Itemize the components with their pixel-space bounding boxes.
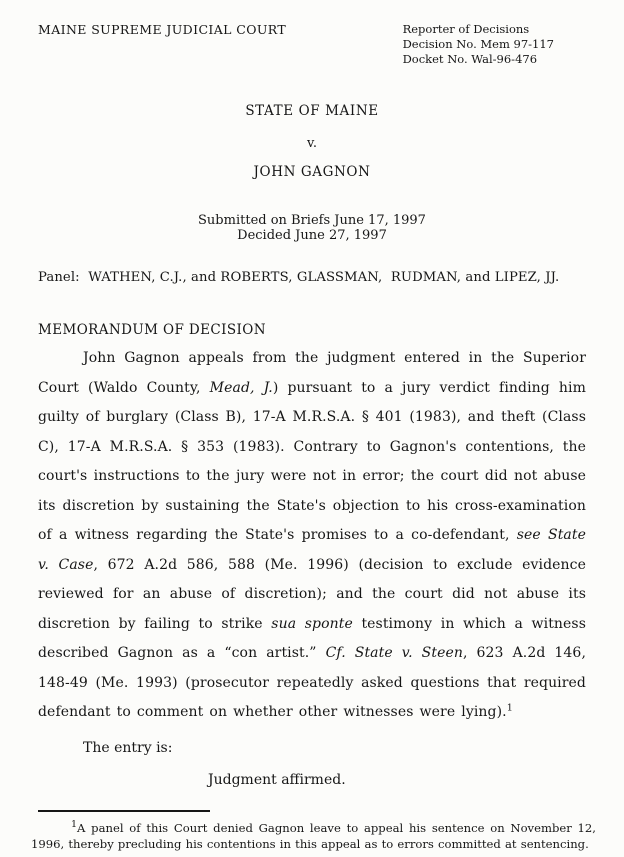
section-heading: MEMORANDUM OF DECISION	[38, 322, 266, 338]
entry-text: Judgment affirmed.	[208, 771, 346, 788]
submitted-date-line: Submitted on Briefs June 17, 1997	[198, 213, 426, 228]
reporter-block	[403, 22, 554, 67]
footnote-text: $^1$A panel of this Court denied Gagnon leave to appeal his sentence on November 12, 1996, thereby precluding his contentions in this appeal as to errors committed at sentencing.	[31, 819, 596, 851]
decided-date-line: Decided June 27, 1997	[237, 228, 387, 243]
decision-number-line: Decision No. Mem 97-117	[402, 37, 554, 51]
case-caption	[38, 103, 586, 243]
entry-label: The entry is:	[83, 739, 173, 756]
decision-body-paragraph: John Gagnon appeals from the judgment entered in the Superior Court (Waldo County, Mead, J.) pursuant to a jury verdict finding him guilty of burglary (Class B), 17-A M.R.S.A. § 401 (1983), and theft (Class C), 17-A M.R.S.A. § 353 (1983). Contrary to Gagnon's contentions, the court's instructions to the jury were not in error; the court did not abuse its discretion by sustaining the State's objection to his cross-examination of a witness regarding the State's promises to a co-defendant, see State v. Case, 672 A.2d 586, 588 (Me. 1996) (decision to exclude evidence reviewed for an abuse of discretion); and the court did not abuse its discretion by failing to strike sua sponte testimony in which a witness described Gagnon as a “con artist.” Cf. State v. Steen, 623 A.2d 146, 148-49 (Me. 1993) (prosecutor repeatedly asked questions that required defendant to comment on whether other witnesses were lying).$^1$	[38, 350, 587, 720]
footnote-separator-rule	[38, 810, 210, 813]
defendant-name: JOHN GAGNON	[253, 164, 371, 180]
reporter-of-decisions-line: Reporter of Decisions	[402, 22, 530, 36]
document-header	[38, 0, 586, 67]
versus-label: v.	[307, 136, 317, 151]
court-name: MAINE SUPREME JUDICIAL COURT	[38, 22, 287, 37]
plaintiff-name: STATE OF MAINE	[245, 103, 379, 119]
panel-line: Panel: WATHEN, C.J., and ROBERTS, GLASSMAN, RUDMAN, and LIPEZ, JJ.	[38, 270, 560, 285]
docket-number-line: Docket No. Wal-96-476	[402, 52, 538, 66]
